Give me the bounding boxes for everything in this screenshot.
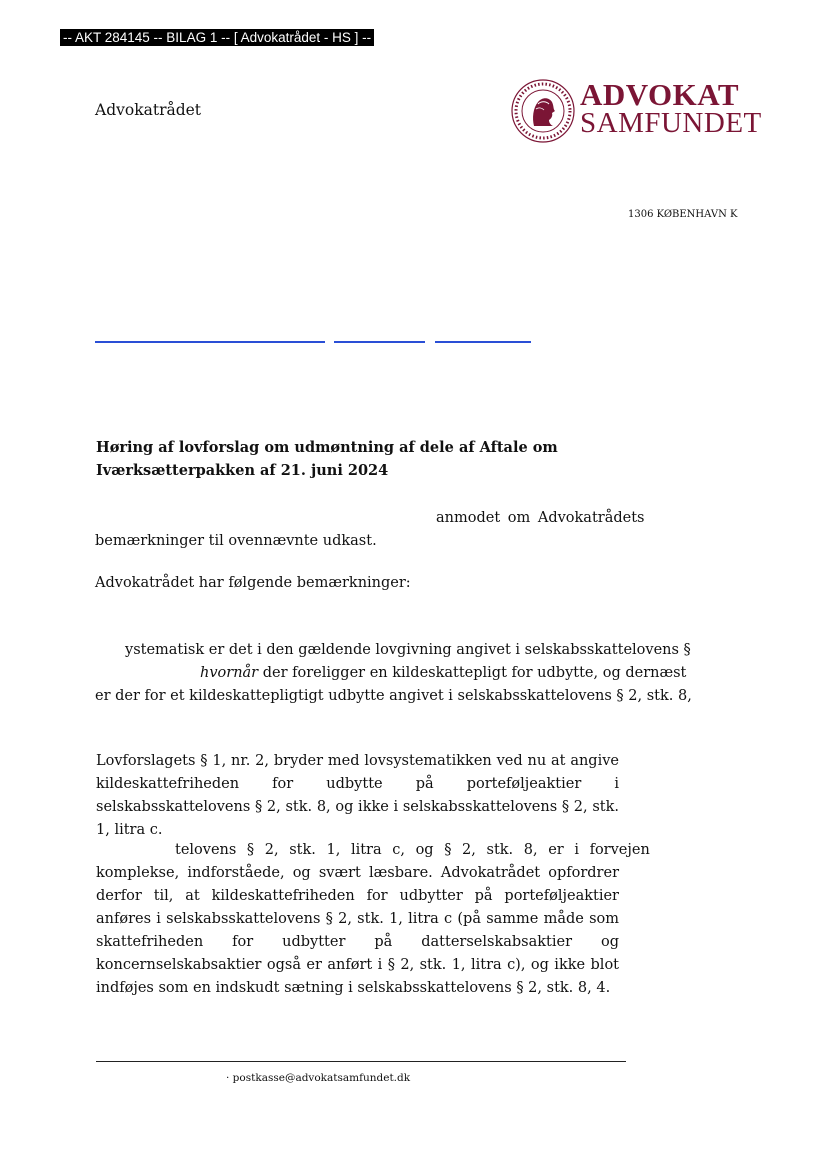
- document-banner: -- AKT 284145 -- BILAG 1 -- [ Advokatrådet - HS ] --: [60, 29, 374, 46]
- paragraph-1-emphasis: hvornår: [200, 665, 259, 681]
- remarks-intro: Advokatrådet har følgende bemærkninger:: [95, 575, 411, 591]
- footer-email[interactable]: · postkasse@advokatsamfundet.dk: [226, 1072, 411, 1084]
- logo-wordmark-line1: ADVOKAT: [580, 77, 740, 112]
- paragraph-3-line-1: telovens § 2, stk. 1, litra c, og § 2, stk. 8, er i forvejen: [175, 842, 650, 858]
- subject-line-1: Høring af lovforslag om udmøntning af dele af Aftale om: [96, 439, 558, 456]
- hyperlink-2[interactable]: [334, 341, 425, 343]
- paragraph-1-line-2: [200, 662, 686, 685]
- intro-line-1: anmodet om Advokatrådets: [436, 510, 645, 526]
- paragraph-1-line-2-rest: der foreligger en kildeskattepligt for udbytte, og dernæst: [258, 665, 687, 681]
- paragraph-1-line-3: er der for et kildeskattepligtigt udbytte angivet i selskabsskattelovens § 2, stk. 8,: [95, 688, 692, 704]
- paragraph-3: komplekse, indforståede, og svært læsbare. Advokatrådet opfordrer derfor til, at kildeskattefriheden for udbytter på porteføljeaktier anføres i selskabsskattelovens § 2, stk. 1, litra c (på samme måde som skattefriheden for udbytter på datterselskabsaktier og koncernselskabsaktier også er anført i § 2, stk. 1, litra c), og ikke blot indføjes som en indskudt sætning i selskabsskattelovens § 2, stk. 8, 4.: [96, 865, 619, 996]
- paragraph-1-line-1: ystematisk er det i den gældende lovgivning angivet i selskabsskattelovens §: [125, 642, 691, 658]
- sender-name: Advokatrådet: [95, 101, 202, 119]
- paragraph-2: Lovforslagets § 1, nr. 2, bryder med lovsystematikken ved nu at angive kildeskattefriheden for udbytte på porteføljeaktier i selskabsskattelovens § 2, stk. 8, og ikke i selskabsskattelovens § 2, stk. 1, litra c.: [96, 753, 619, 838]
- hyperlink-3[interactable]: [435, 341, 531, 343]
- logo-wordmark-line2: SAMFUNDET: [580, 107, 762, 139]
- subject-line-2: Iværksætterpakken af 21. juni 2024: [96, 462, 389, 479]
- intro-line-2: bemærkninger til ovennævnte udkast.: [95, 533, 377, 549]
- recipient-address: 1306 KØBENHAVN K: [628, 209, 738, 220]
- footer-divider: [96, 1061, 626, 1062]
- hyperlink-1[interactable]: [95, 341, 325, 343]
- subject-heading: [96, 436, 626, 482]
